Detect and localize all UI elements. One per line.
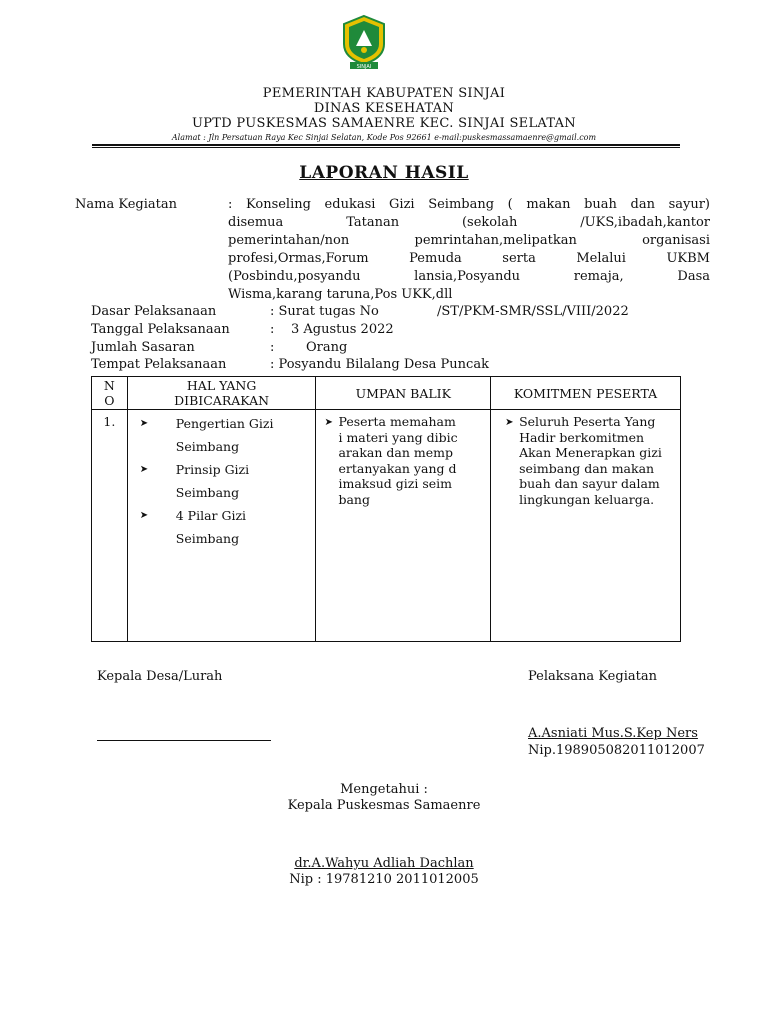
jumlah-colon: :: [270, 340, 275, 355]
hal-cell: [127, 410, 316, 642]
arrowhead-bullet-icon: ➤: [139, 464, 149, 475]
tempat-value: : Posyandu Bilalang Desa Puncak: [270, 357, 489, 372]
nama-kegiatan-line: : Konseling edukasi Gizi Seimbang ( makan buah dan sayur): [228, 197, 710, 212]
dasar-value: : Surat tugas No: [270, 304, 379, 319]
list-item: ➤ 4 Pilar Gizi Seimbang: [140, 504, 316, 550]
nama-kegiatan-line: pemerintahan/non pemrintahan,melipatkan organisasi: [228, 233, 710, 248]
tanggal-label: Tanggal Pelaksanaan: [91, 322, 230, 337]
arrowhead-bullet-icon: ➤: [324, 417, 333, 428]
arrowhead-bullet-icon: ➤: [139, 510, 149, 521]
letterhead-rule: [92, 144, 680, 146]
kop-address: Alamat : Jln Persatuan Raya Kec Sinjai Selatan, Kode Pos 92661 e-mail:puskesmassamaenre@gmail.com: [171, 133, 597, 142]
letterhead-rule-thin: [92, 147, 680, 148]
kop-line-3: UPTD PUSKESMAS SAMAENRE KEC. SINJAI SELATAN: [192, 116, 576, 131]
umpan-cell: [316, 410, 491, 642]
list-item: ➤ Peserta memahami materi yang dibicarakan dan mempertanyakan yang dimaksud gizi seimbang: [324, 414, 458, 507]
mengetahui-label: Mengetahui :: [340, 782, 428, 797]
tanggal-value: 3 Agustus 2022: [291, 322, 394, 337]
logo-text: SINJAI: [356, 64, 372, 70]
jumlah-label: Jumlah Sasaran: [91, 340, 195, 355]
kepala-puskesmas-name: dr.A.Wahyu Adliah Dachlan: [294, 856, 474, 871]
nama-kegiatan-value: [228, 196, 710, 304]
tanggal-colon: :: [270, 322, 275, 337]
arrowhead-bullet-icon: ➤: [505, 417, 514, 428]
header-umpan: UMPAN BALIK: [316, 377, 491, 410]
table-header-row: [92, 377, 681, 410]
kop-line-1: PEMERINTAH KABUPATEN SINJAI: [262, 86, 506, 101]
nama-kegiatan-line: (Posbindu,posyandu lansia,Posyandu remaja, Dasa: [228, 269, 710, 284]
komitmen-cell: [491, 410, 681, 642]
dasar-number: /ST/PKM-SMR/SSL/VIII/2022: [437, 304, 629, 319]
left-signature-line: [97, 740, 271, 741]
tempat-label: Tempat Pelaksanaan: [91, 357, 227, 372]
report-table: [91, 376, 681, 642]
list-item: ➤ Prinsip Gizi Seimbang: [140, 458, 316, 504]
nama-kegiatan-line: profesi,Ormas,Forum Pemuda serta Melalui UKBM: [228, 251, 710, 266]
right-signer-title: Pelaksana Kegiatan: [528, 669, 657, 684]
right-signer-nip: Nip.198905082011012007: [528, 743, 705, 758]
nama-kegiatan-line: disemua Tatanan (sekolah /UKS,ibadah,kantor: [228, 215, 710, 230]
right-signer-name: A.Asniati Mus.S.Kep Ners: [528, 726, 698, 741]
kepala-puskesmas-title: Kepala Puskesmas Samaenre: [287, 798, 481, 813]
nama-kegiatan-line: Wisma,karang taruna,Pos UKK,dll: [228, 287, 453, 302]
left-signer-title: Kepala Desa/Lurah: [97, 669, 223, 684]
kepala-puskesmas-nip: Nip : 19781210 2011012005: [289, 872, 479, 887]
row-number: 1.: [92, 410, 128, 642]
list-item: ➤ Pengertian Gizi Seimbang: [140, 412, 316, 458]
dasar-label: Dasar Pelaksanaan: [91, 304, 217, 319]
header-komitmen: KOMITMEN PESERTA: [491, 377, 681, 410]
arrowhead-bullet-icon: ➤: [139, 418, 149, 429]
sinjai-logo: [340, 14, 388, 70]
document-title: LAPORAN HASIL: [299, 163, 469, 183]
jumlah-value: Orang: [306, 340, 348, 355]
list-item: ➤ Seluruh Peserta Yang Hadir berkomitmen Akan Menerapkan gizi seimbang dan makan buah dan sayur dalam lingkungan keluarga.: [505, 414, 662, 507]
header-no: N O: [92, 377, 128, 410]
nama-kegiatan-label: Nama Kegiatan: [75, 197, 177, 212]
header-hal: HAL YANG DIBICARAKAN: [127, 377, 316, 410]
kop-line-2: DINAS KESEHATAN: [313, 101, 455, 116]
table-row: [92, 410, 681, 642]
